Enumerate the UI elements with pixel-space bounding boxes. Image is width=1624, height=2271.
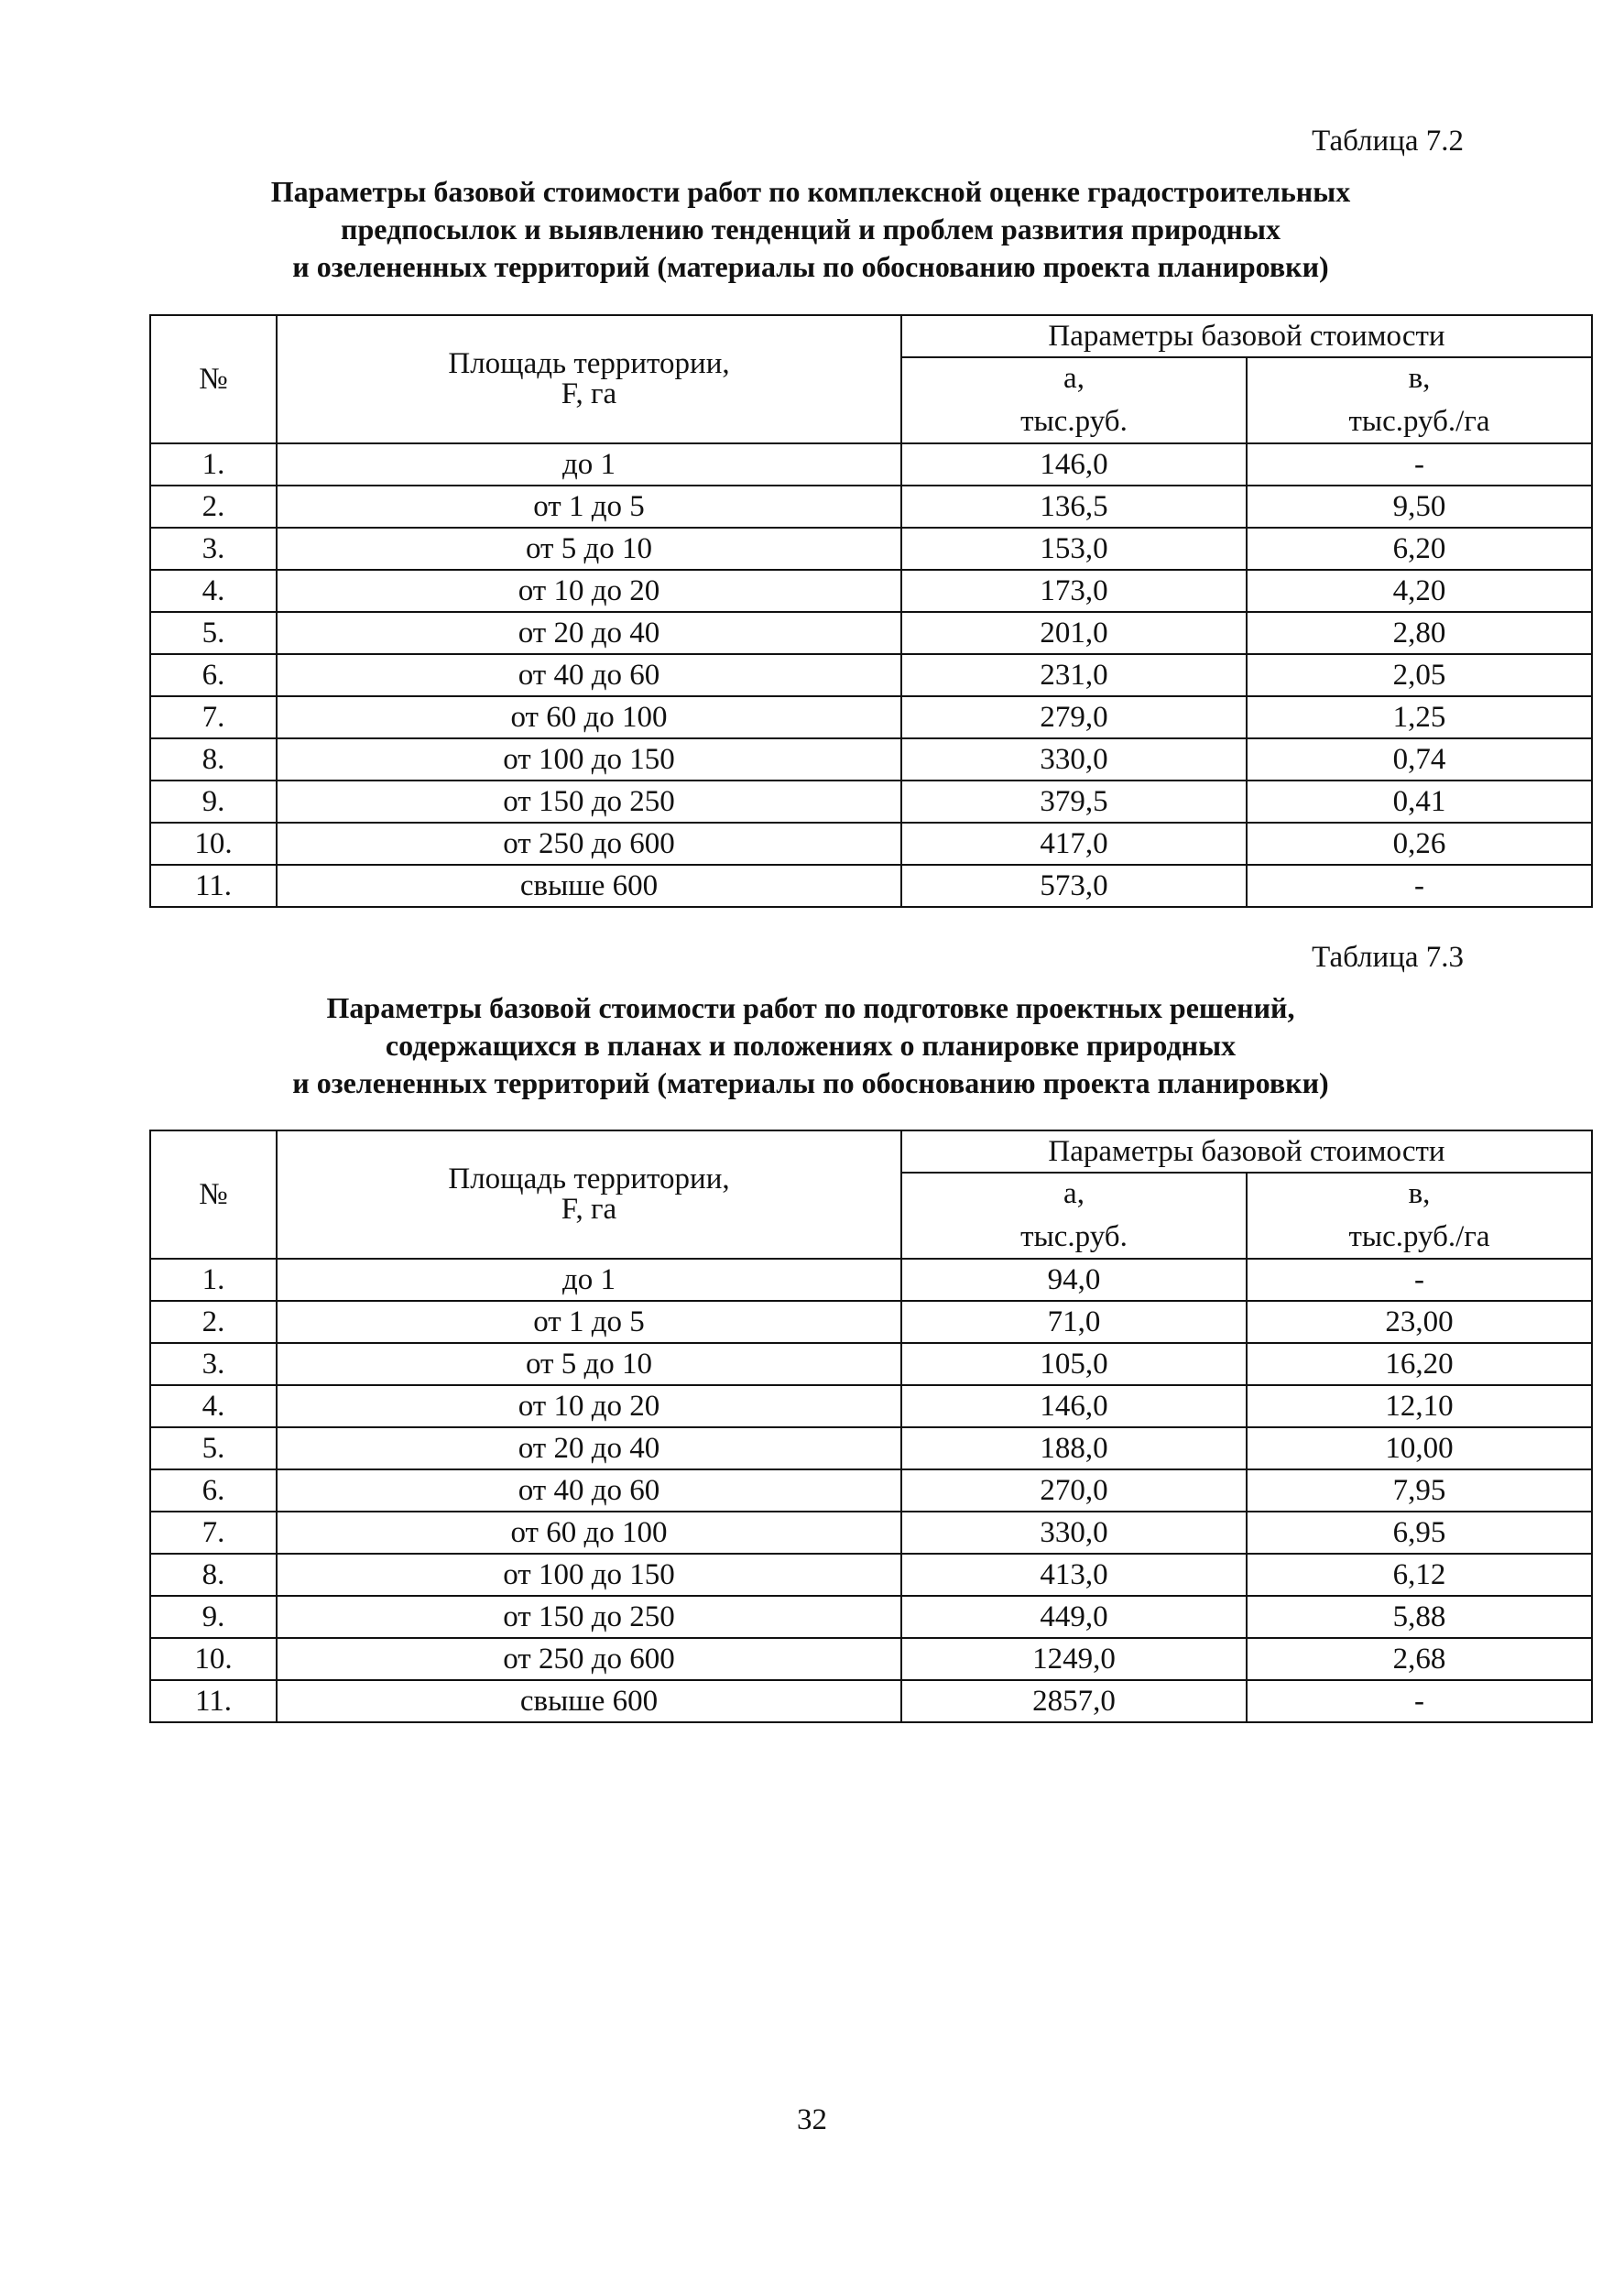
table-row — [150, 1427, 1592, 1469]
table-row — [150, 865, 1592, 907]
table-row — [150, 1385, 1592, 1427]
cell-no: 10. — [150, 823, 277, 865]
cell-b: 2,05 — [1247, 654, 1592, 696]
page-number: 32 — [797, 2103, 827, 2136]
header-no: № — [150, 315, 277, 443]
cell-b: 12,10 — [1247, 1385, 1592, 1427]
cell-area: до 1 — [277, 1259, 901, 1301]
table-row — [150, 1554, 1592, 1596]
cell-no: 11. — [150, 1680, 277, 1722]
title-line: предпосылок и выявлению тенденций и проблем развития природных — [341, 213, 1281, 246]
cell-a: 2857,0 — [901, 1680, 1247, 1722]
cell-no: 3. — [150, 528, 277, 570]
cell-area: от 1 до 5 — [277, 1301, 901, 1343]
table-7-3 — [149, 1130, 1593, 1723]
table-7-3-label: Таблица 7.3 — [1312, 941, 1464, 974]
cell-no: 2. — [150, 486, 277, 528]
cell-b: 2,68 — [1247, 1638, 1592, 1680]
header-area — [277, 1130, 901, 1259]
cell-b: 5,88 — [1247, 1596, 1592, 1638]
header-a-line2: тыс.руб. — [1020, 405, 1128, 438]
cell-area: свыше 600 — [277, 1680, 901, 1722]
cell-b: 6,12 — [1247, 1554, 1592, 1596]
table-row — [150, 1301, 1592, 1343]
cell-area: от 150 до 250 — [277, 1596, 901, 1638]
cell-a: 146,0 — [901, 1385, 1247, 1427]
header-b-line2: тыс.руб./га — [1348, 405, 1490, 438]
cell-a: 270,0 — [901, 1469, 1247, 1512]
cell-a: 330,0 — [901, 738, 1247, 781]
cell-a: 573,0 — [901, 865, 1247, 907]
cell-no: 1. — [150, 1259, 277, 1301]
title-line: и озелененных территорий (материалы по обоснованию проекта планировки) — [292, 1066, 1329, 1099]
table-row — [150, 486, 1592, 528]
cell-no: 7. — [150, 696, 277, 738]
table-row — [150, 1259, 1592, 1301]
cell-a: 1249,0 — [901, 1638, 1247, 1680]
cell-b: - — [1247, 1259, 1592, 1301]
cell-a: 201,0 — [901, 612, 1247, 654]
title-line: Параметры базовой стоимости работ по подготовке проектных решений, — [326, 991, 1295, 1024]
cell-area: от 40 до 60 — [277, 1469, 901, 1512]
title-line: и озелененных территорий (материалы по обоснованию проекта планировки) — [292, 250, 1329, 283]
table-row — [150, 1469, 1592, 1512]
table-row — [150, 654, 1592, 696]
cell-area: от 100 до 150 — [277, 1554, 901, 1596]
cell-a: 146,0 — [901, 443, 1247, 486]
cell-area: от 20 до 40 — [277, 612, 901, 654]
cell-area: от 40 до 60 — [277, 654, 901, 696]
cell-b: 10,00 — [1247, 1427, 1592, 1469]
cell-b: 6,20 — [1247, 528, 1592, 570]
cell-b: 23,00 — [1247, 1301, 1592, 1343]
cell-b: 16,20 — [1247, 1343, 1592, 1385]
table-row — [150, 696, 1592, 738]
cell-area: свыше 600 — [277, 865, 901, 907]
cell-area: от 1 до 5 — [277, 486, 901, 528]
cell-a: 136,5 — [901, 486, 1247, 528]
table-7-2 — [149, 314, 1593, 908]
title-line: содержащихся в планах и положениях о планировке природных — [385, 1029, 1237, 1062]
cell-area: от 20 до 40 — [277, 1427, 901, 1469]
cell-a: 417,0 — [901, 823, 1247, 865]
header-area-line2: F, га — [561, 1193, 617, 1226]
cell-b: - — [1247, 1680, 1592, 1722]
cell-area: от 10 до 20 — [277, 570, 901, 612]
header-b — [1247, 357, 1592, 443]
cell-area: от 5 до 10 — [277, 528, 901, 570]
cell-b: 0,41 — [1247, 781, 1592, 823]
cell-b: 6,95 — [1247, 1512, 1592, 1554]
header-a-line1: а, — [1063, 1177, 1084, 1210]
cell-a: 413,0 — [901, 1554, 1247, 1596]
cell-a: 94,0 — [901, 1259, 1247, 1301]
table-row — [150, 528, 1592, 570]
table-7-2-label: Таблица 7.2 — [1312, 125, 1464, 158]
cell-b: - — [1247, 865, 1592, 907]
cell-no: 7. — [150, 1512, 277, 1554]
cell-no: 4. — [150, 1385, 277, 1427]
cell-a: 71,0 — [901, 1301, 1247, 1343]
table-row — [150, 1512, 1592, 1554]
header-b-line1: в, — [1408, 362, 1431, 395]
table-7-3-title — [147, 989, 1475, 1102]
table-row — [150, 823, 1592, 865]
header-no: № — [150, 1130, 277, 1259]
cell-a: 279,0 — [901, 696, 1247, 738]
cell-no: 11. — [150, 865, 277, 907]
cell-no: 2. — [150, 1301, 277, 1343]
table-row — [150, 1680, 1592, 1722]
header-area-line2: F, га — [561, 377, 617, 410]
cell-area: от 10 до 20 — [277, 1385, 901, 1427]
cell-area: от 250 до 600 — [277, 1638, 901, 1680]
cell-no: 5. — [150, 612, 277, 654]
cell-no: 10. — [150, 1638, 277, 1680]
header-area-line1: Площадь территории, — [448, 1163, 730, 1196]
cell-no: 9. — [150, 1596, 277, 1638]
cell-area: от 250 до 600 — [277, 823, 901, 865]
cell-no: 8. — [150, 738, 277, 781]
cell-b: 0,74 — [1247, 738, 1592, 781]
cell-b: 4,20 — [1247, 570, 1592, 612]
cell-a: 188,0 — [901, 1427, 1247, 1469]
header-b-line2: тыс.руб./га — [1348, 1220, 1490, 1253]
title-line: Параметры базовой стоимости работ по комплексной оценке градостроительных — [270, 175, 1351, 208]
cell-b: 1,25 — [1247, 696, 1592, 738]
header-params: Параметры базовой стоимости — [901, 315, 1592, 357]
cell-a: 379,5 — [901, 781, 1247, 823]
cell-no: 8. — [150, 1554, 277, 1596]
cell-area: до 1 — [277, 443, 901, 486]
cell-no: 5. — [150, 1427, 277, 1469]
header-a-line2: тыс.руб. — [1020, 1220, 1128, 1253]
header-b-line1: в, — [1408, 1177, 1431, 1210]
table-row — [150, 1638, 1592, 1680]
cell-no: 1. — [150, 443, 277, 486]
cell-no: 9. — [150, 781, 277, 823]
cell-b: 9,50 — [1247, 486, 1592, 528]
table-row — [150, 781, 1592, 823]
header-params: Параметры базовой стоимости — [901, 1130, 1592, 1173]
table-row — [150, 1343, 1592, 1385]
header-b — [1247, 1173, 1592, 1259]
cell-a: 231,0 — [901, 654, 1247, 696]
table-row — [150, 612, 1592, 654]
cell-no: 3. — [150, 1343, 277, 1385]
cell-a: 153,0 — [901, 528, 1247, 570]
cell-a: 449,0 — [901, 1596, 1247, 1638]
table-row — [150, 443, 1592, 486]
header-a-line1: а, — [1063, 362, 1084, 395]
cell-area: от 100 до 150 — [277, 738, 901, 781]
table-row — [150, 738, 1592, 781]
header-a — [901, 357, 1247, 443]
table-row — [150, 1596, 1592, 1638]
header-area — [277, 315, 901, 443]
cell-no: 6. — [150, 1469, 277, 1512]
cell-b: - — [1247, 443, 1592, 486]
cell-b: 2,80 — [1247, 612, 1592, 654]
header-area-line1: Площадь территории, — [448, 347, 730, 380]
cell-a: 105,0 — [901, 1343, 1247, 1385]
header-a — [901, 1173, 1247, 1259]
cell-area: от 60 до 100 — [277, 1512, 901, 1554]
table-7-2-title — [147, 173, 1475, 286]
table-row — [150, 570, 1592, 612]
cell-area: от 5 до 10 — [277, 1343, 901, 1385]
cell-no: 4. — [150, 570, 277, 612]
cell-b: 0,26 — [1247, 823, 1592, 865]
cell-b: 7,95 — [1247, 1469, 1592, 1512]
cell-area: от 150 до 250 — [277, 781, 901, 823]
cell-a: 173,0 — [901, 570, 1247, 612]
cell-area: от 60 до 100 — [277, 696, 901, 738]
cell-no: 6. — [150, 654, 277, 696]
cell-a: 330,0 — [901, 1512, 1247, 1554]
